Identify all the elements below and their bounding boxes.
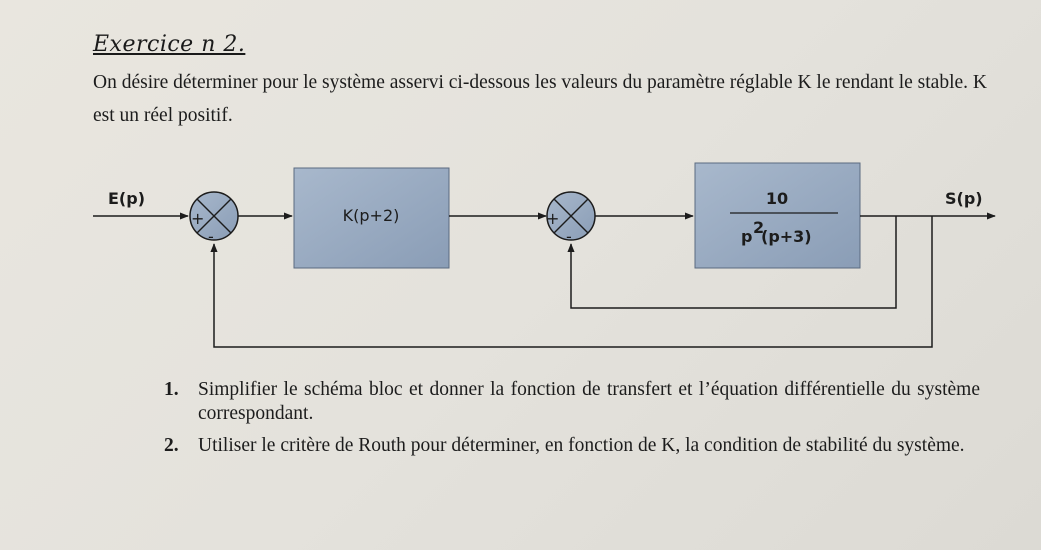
- question-list: [160, 378, 980, 466]
- question-1: [160, 378, 980, 426]
- input-label: E(p): [108, 189, 146, 208]
- output-label: S(p): [945, 189, 983, 208]
- exercise-title: Exercice n 2.: [93, 32, 246, 57]
- question-2-number: 2.: [164, 435, 179, 456]
- plant-numerator: 10: [765, 189, 789, 208]
- question-2: [160, 434, 980, 458]
- sum2-minus: -: [566, 227, 572, 246]
- plant-denominator-exponent: 2: [753, 218, 765, 237]
- question-1-number: 1.: [164, 379, 179, 400]
- sum2-plus: +: [546, 209, 560, 228]
- question-1-text: Simplifier le schéma bloc et donner la fonction de transfert et l’équation différentielle du système correspondant.: [198, 379, 980, 424]
- exercise-intro: On désire déterminer pour le système asservi ci-dessous les valeurs du paramètre réglable K le rendant le stable. K est un réel positif.: [93, 72, 987, 126]
- summing-junction-2: [546, 192, 595, 246]
- summing-junction-1: [190, 192, 238, 246]
- sum1-plus: +: [191, 209, 205, 228]
- question-2-text: Utiliser le critère de Routh pour déterminer, en fonction de K, la condition de stabilité du système.: [198, 435, 965, 456]
- controller-block-label: K(p+2): [342, 206, 400, 225]
- sum1-minus: -: [208, 227, 214, 246]
- plant-denominator-p: p: [741, 227, 753, 246]
- plant-denominator-rest: (p+3): [761, 227, 812, 246]
- plant-block: [695, 163, 860, 268]
